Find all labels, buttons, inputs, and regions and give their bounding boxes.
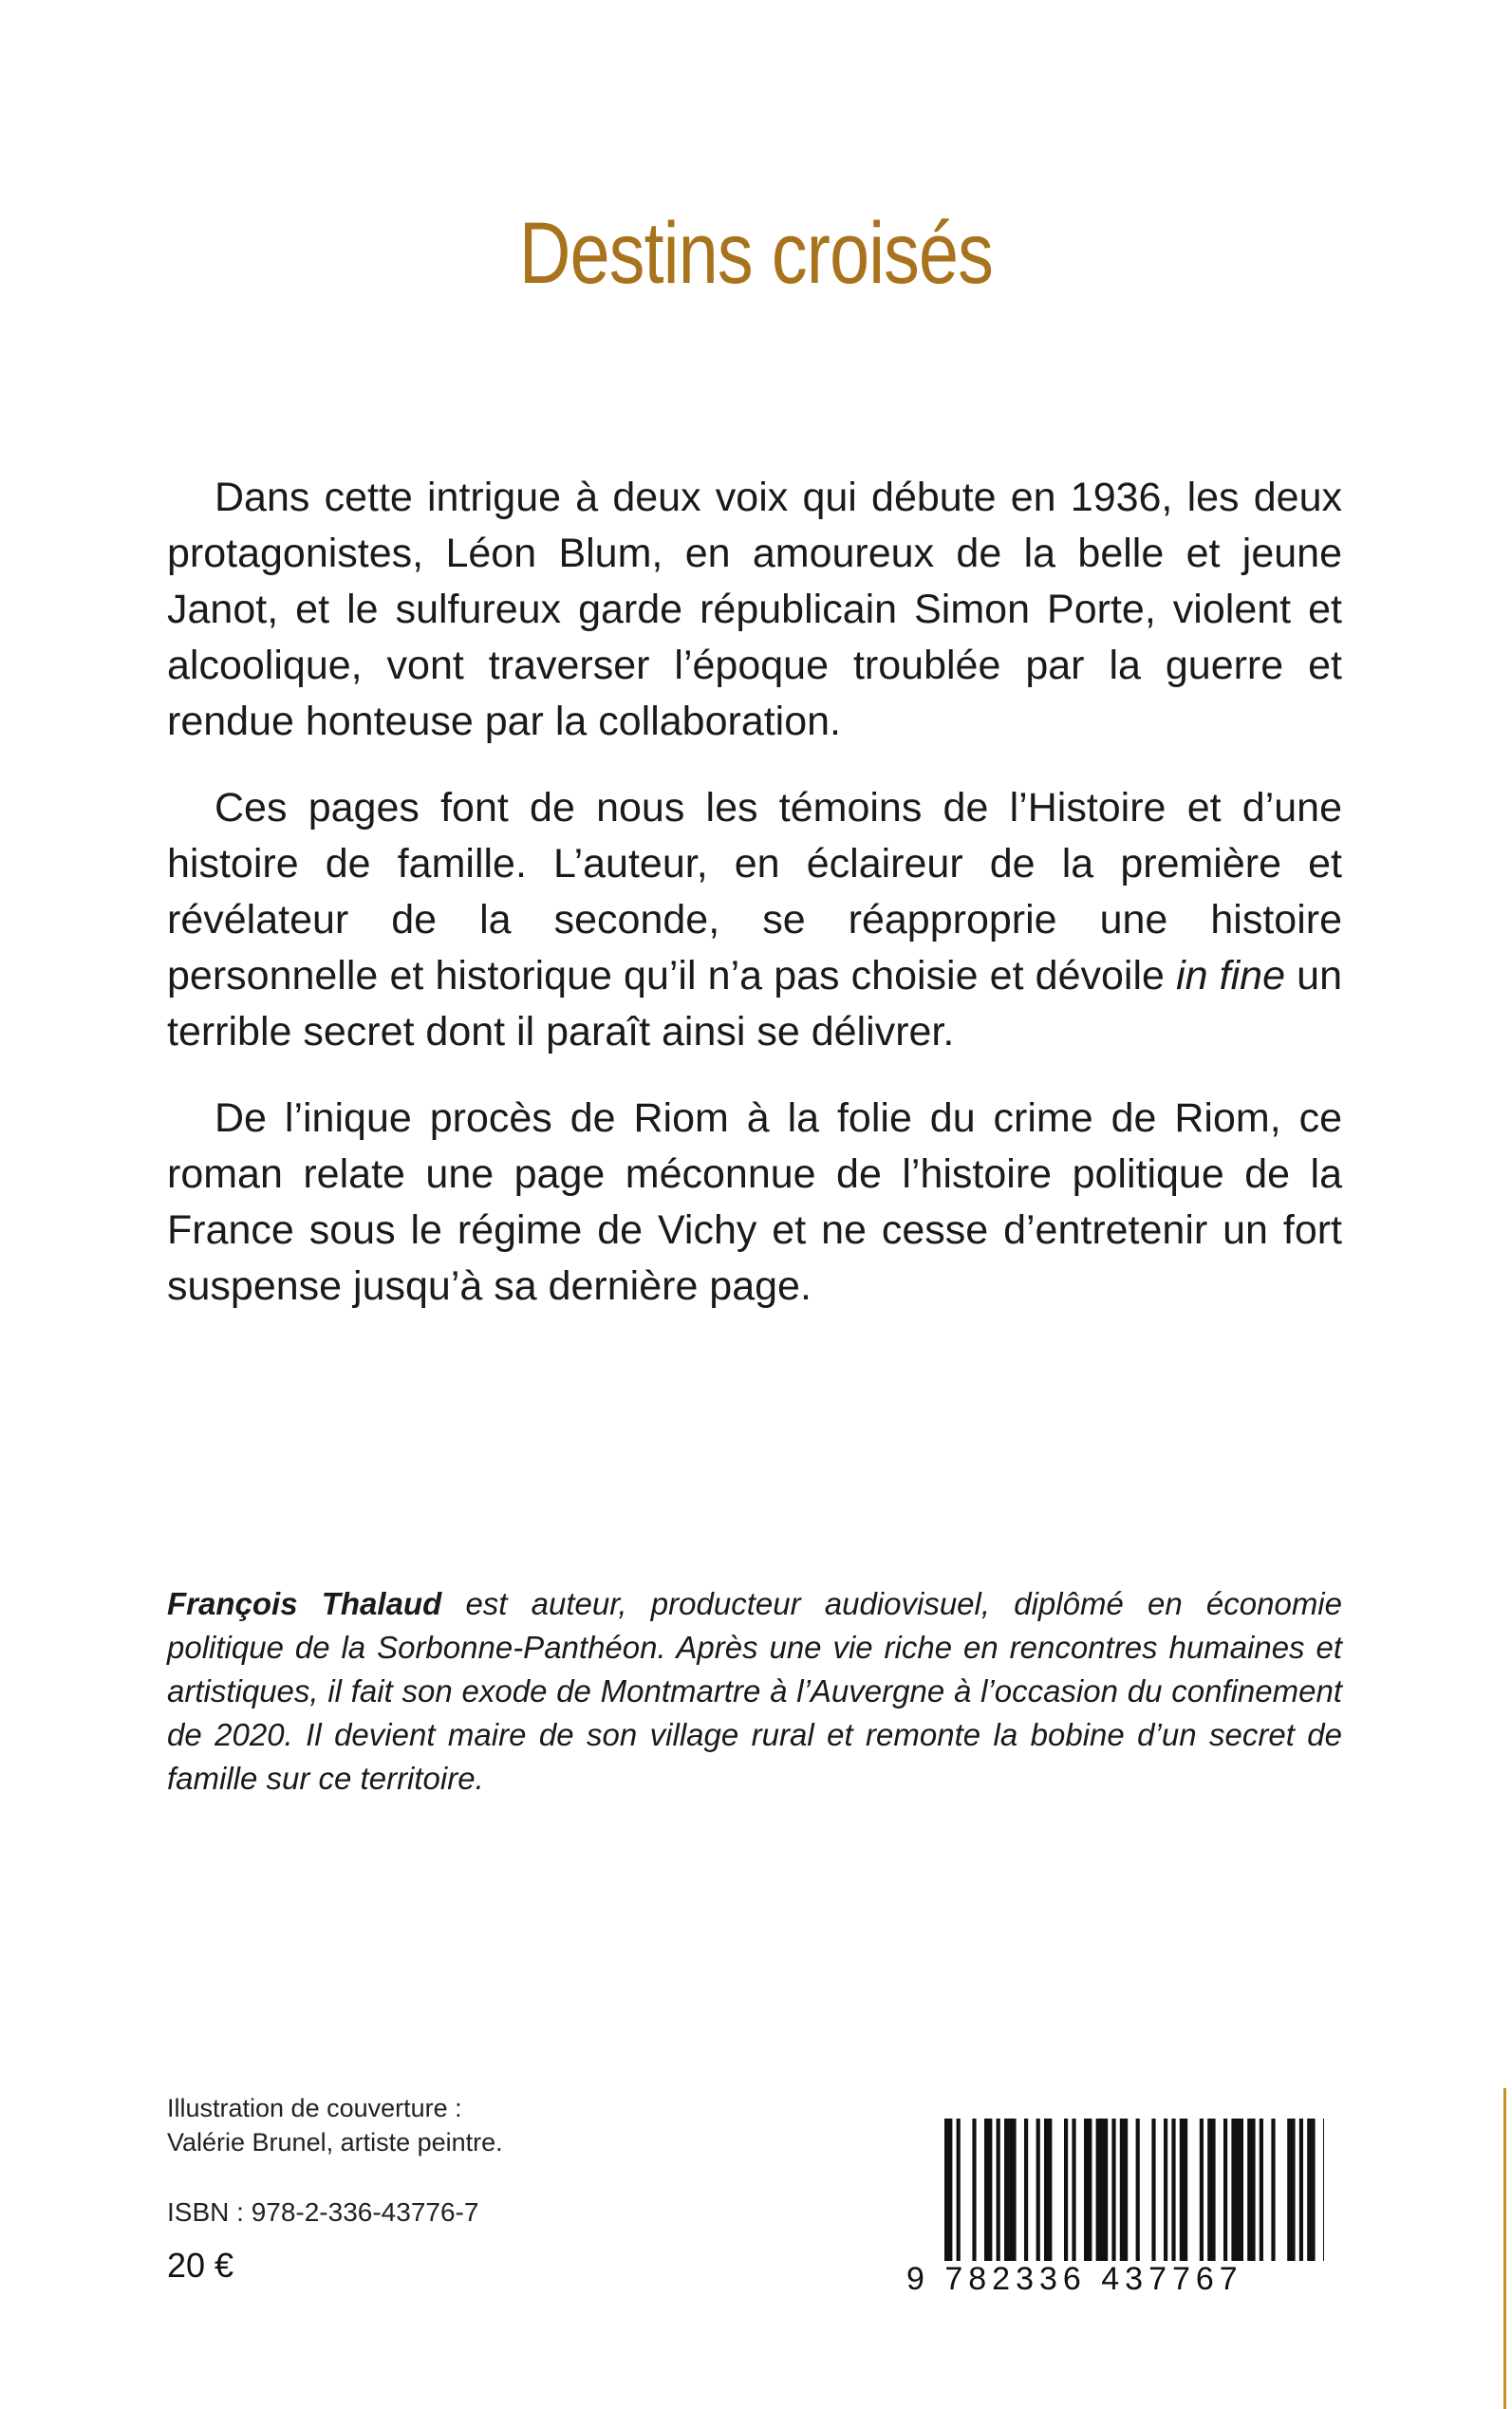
barcode-bar: [1024, 2119, 1028, 2261]
isbn: ISBN : 978-2-336-43776-7: [167, 2197, 479, 2227]
barcode-bars: [944, 2119, 1324, 2261]
barcode-bar: [1072, 2119, 1075, 2261]
credits-line-2: Valérie Brunel, artiste peintre.: [167, 2128, 503, 2157]
synopsis-p2-italic: in fine: [1176, 953, 1286, 999]
synopsis-paragraph-2: [167, 780, 1342, 1060]
spine-edge: [1503, 2088, 1506, 2409]
synopsis-p2-end: un terrible secret dont il paraît ainsi se délivrer.: [167, 953, 1342, 1055]
barcode-bar: [984, 2119, 992, 2261]
barcode-bar: [1096, 2119, 1109, 2261]
barcode-bar: [1044, 2119, 1052, 2261]
barcode-bar: [1084, 2119, 1092, 2261]
barcode-bar: [1207, 2119, 1215, 2261]
barcode-bar: [1171, 2119, 1175, 2261]
barcode-bar: [1120, 2119, 1128, 2261]
barcode-bar: [1260, 2119, 1263, 2261]
barcode-bar: [1231, 2119, 1243, 2261]
barcode-bar: [1307, 2119, 1315, 2261]
book-title: Destins croisés: [518, 205, 994, 302]
barcode-bar: [1223, 2119, 1227, 2261]
barcode-bar: [1164, 2119, 1167, 2261]
barcode-bar: [1004, 2119, 1017, 2261]
synopsis-paragraph-3: De l’inique procès de Riom à la folie du crime de Riom, ce roman relate une page méconnue de l’histoire politique de la France sous le régime de Vichy et ne cesse d’entretenir un fort suspense jusqu’à sa dernière page.: [167, 1095, 1342, 1309]
author-name: François Thalaud: [167, 1586, 442, 1621]
credits-line-1: Illustration de couverture :: [167, 2094, 462, 2122]
illustration-credits: [167, 2091, 503, 2159]
author-bio-text: est auteur, producteur audiovisuel, diplômé en économie politique de la Sorbonne-Panthéon. Après une vie riche en rencontres humaines et artistiques, il fait son exode de Montmartre à l’Auvergne à l’occasion du confinement de 2020. Il devient maire de son village rural et remonte la bobine d’un secret de famille sur ce territoire.: [167, 1586, 1342, 1796]
synopsis: [167, 470, 1342, 1345]
synopsis-paragraph-1: Dans cette intrigue à deux voix qui débute en 1936, les deux protagonistes, Léon Blum, en amoureux de la belle et jeune Janot, et le sulfureux garde républicain Simon Porte, violent et alcoolique, vont traverser l’époque troublée par la guerre et rendue honteuse par la collaboration.: [167, 475, 1342, 744]
barcode-bar: [1136, 2119, 1140, 2261]
barcode-bar: [1299, 2119, 1303, 2261]
barcode-bar: [957, 2119, 961, 2261]
barcode-bar: [1036, 2119, 1040, 2261]
price: 20 €: [167, 2246, 234, 2285]
barcode-digits: 9 782336 437767: [906, 2261, 1243, 2297]
barcode-bar: [944, 2119, 952, 2261]
synopsis-p2-start: Ces pages font de nous les témoins de l’Histoire et d’une histoire de famille. L’auteur, en éclaireur de la première et révélateur de la seconde, se réapproprie une histoire personnelle et historique qu’il n’a pas choisie et dévoile: [167, 785, 1342, 999]
barcode-bar: [997, 2119, 1000, 2261]
author-bio: [167, 1582, 1342, 1801]
barcode-bar: [1271, 2119, 1275, 2261]
barcode-bar: [972, 2119, 976, 2261]
barcode-bar: [1323, 2119, 1324, 2261]
barcode-bar: [1064, 2119, 1068, 2261]
barcode-bar: [1180, 2119, 1187, 2261]
barcode-bar: [1151, 2119, 1155, 2261]
barcode-bar: [1287, 2119, 1295, 2261]
barcode-bar: [1247, 2119, 1255, 2261]
barcode-bar: [1111, 2119, 1115, 2261]
barcode-bar: [1200, 2119, 1204, 2261]
